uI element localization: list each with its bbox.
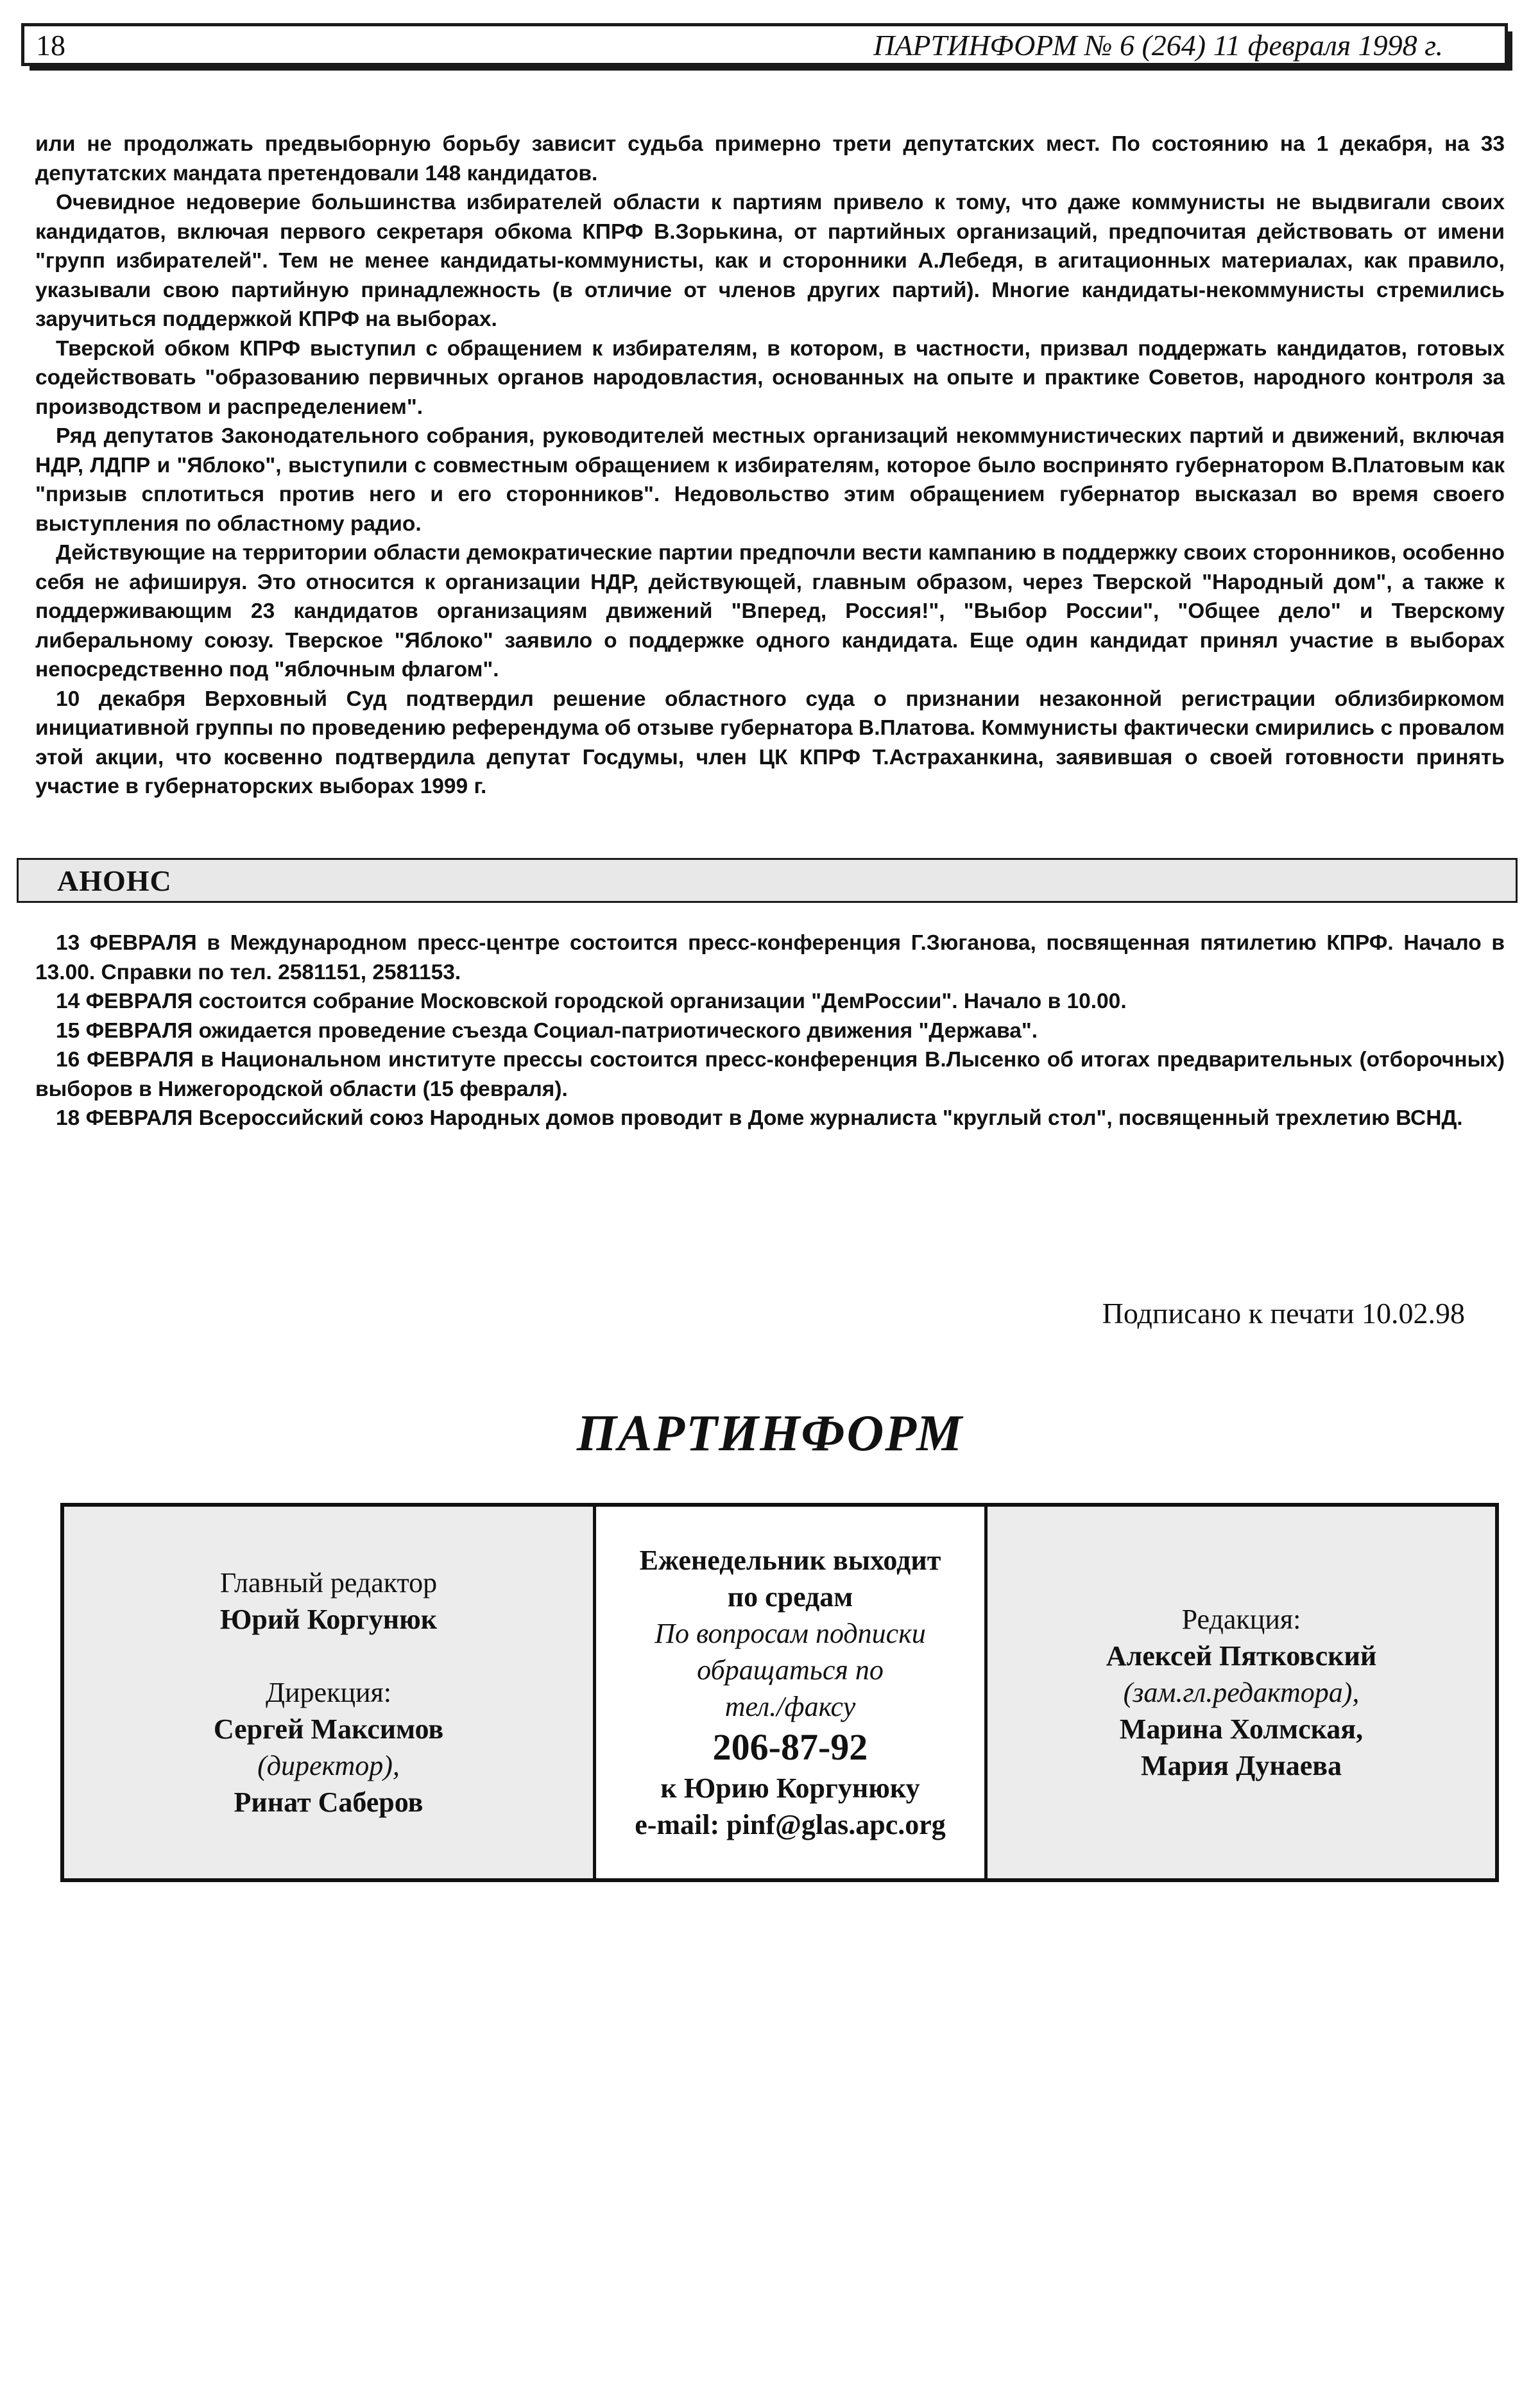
editor-role: Главный редактор: [219, 1567, 438, 1598]
staff-name: Марина Холмская,: [1119, 1713, 1364, 1745]
article-paragraph: Тверской обком КПРФ выступил с обращением к избирателям, в котором, в частности, призвал поддержать кандидатов, готовых содействовать "образованию первичных органов народовластия, основанных на опыте и практике Советов, народного контроля за производством и распределением".: [35, 336, 1505, 419]
page-header: [21, 23, 1508, 66]
subscribe-line: По вопросам подписки: [654, 1618, 926, 1649]
article-paragraph: Действующие на территории области демократические партии предпочли вести кампанию в поддержку своих сторонников, особенно себя не афишируя. Это относится к организации НДР, действующей, главным образом, через Тверской "Народный дом", а также к поддерживающим 23 кандидатов организациям движений "Вперед, Россия!", "Выбор России", "Общее дело" и Тверскому либеральному союзу. Тверское "Яблоко" заявило о поддержке одного кандидата. Еще один кандидат принял участие в выборах непосредственно под "яблочным флагом".: [35, 541, 1505, 681]
subscribe-line: тел./факсу: [724, 1691, 856, 1722]
section-title: АНОНС: [57, 864, 172, 897]
article-paragraph: Ряд депутатов Законодательного собрания, руководителей местных организаций некоммунистических партий и движений, включая НДР, ЛДПР и "Яблоко", выступили с совместным обращением к избирателям, которое было воспринято губернатором В.Платовым как "призыв сплотиться против него и его сторонников". Недовольство этим обращением губернатор высказал во время своего выступления по областному радио.: [35, 424, 1505, 536]
directorate-role: Дирекция:: [265, 1677, 392, 1708]
imprint-contact-column: [596, 1507, 988, 1878]
article-paragraph: Очевидное недоверие большинства избирателей области к партиям привело к тому, что даже коммунисты не выдвигали своих кандидатов, включая первого секретаря обкома КПРФ В.Зорькина, от партийных организаций, предпочитая действовать от имени "групп избирателей". Тем не менее кандидаты-коммунисты, как и сторонники А.Лебедя, в агитационных материалах, как правило, указывали свою партийную принадлежность (в отличие от членов других партий). Многие кандидаты-некоммунисты стремились заручиться поддержкой КПРФ на выборах.: [35, 191, 1505, 331]
announcements-header: [17, 858, 1518, 903]
article-paragraph: 10 декабря Верховный Суд подтвердил решение областного суда о признании незаконной регистрации облизбиркомом инициативной группы по проведению референдума об отзыве губернатора В.Платова. Коммунисты фактически смирились с провалом этой акции, что косвенно подтвердила депутат Госдумы, член ЦК КПРФ Т.Астраханкина, заявившая о своей готовности принять участие в губернаторских выборах 1999 г.: [35, 687, 1505, 798]
signed-to-print: Подписано к печати 10.02.98: [1102, 1297, 1465, 1330]
article-body: [35, 130, 1505, 801]
announcement-item: 18 ФЕВРАЛЯ Всероссийский союз Народных домов проводит в Доме журналиста "круглый стол", посвященный трехлетию ВСНД.: [56, 1106, 1463, 1130]
schedule-line: по средам: [727, 1581, 853, 1613]
staff-note: (зам.гл.редактора),: [1123, 1677, 1360, 1708]
schedule-line: Еженедельник выходит: [639, 1545, 941, 1576]
contact-person: к Юрию Коргунюку: [660, 1772, 920, 1804]
masthead-title: ПАРТИНФОРМ: [576, 1405, 964, 1462]
second-director-name: Ринат Саберов: [234, 1786, 424, 1818]
email-address: e-mail: pinf@glas.apc.org: [635, 1809, 946, 1840]
announcement-item: 15 ФЕВРАЛЯ ожидается проведение съезда Социал-патриотического движения "Держава".: [56, 1018, 1038, 1043]
subscribe-line: обращаться по: [697, 1654, 884, 1686]
director-name: Сергей Максимов: [213, 1713, 444, 1745]
announcements-list: [35, 929, 1505, 1133]
imprint-table: [60, 1503, 1499, 1882]
editor-name: Юрий Коргунюк: [219, 1604, 438, 1635]
phone-number: 206-87-92: [712, 1726, 868, 1768]
imprint-staff-column: [988, 1507, 1495, 1878]
staff-role: Редакция:: [1181, 1604, 1301, 1635]
director-note: (директор),: [257, 1750, 400, 1781]
article-paragraph: или не продолжать предвыборную борьбу зависит судьба примерно трети депутатских мест. По состоянию на 1 декабря, на 33 депутатских мандата претендовали 148 кандидатов.: [35, 132, 1505, 185]
page-number: 18: [36, 29, 65, 62]
staff-name: Алексей Пятковский: [1106, 1640, 1377, 1672]
running-head: ПАРТИНФОРМ № 6 (264) 11 февраля 1998 г.: [873, 29, 1443, 62]
announcement-item: 13 ФЕВРАЛЯ в Международном пресс-центре состоится пресс-конференция Г.Зюганова, посвященная пятилетию КПРФ. Начало в 13.00. Справки по тел. 2581151, 2581153.: [35, 931, 1505, 984]
announcement-item: 16 ФЕВРАЛЯ в Национальном институте прессы состоится пресс-конференция В.Лысенко об итогах предварительных (отборочных) выборов в Нижегородской области (15 февраля).: [35, 1048, 1505, 1101]
imprint-editorial-column: [64, 1507, 596, 1878]
staff-name: Мария Дунаева: [1140, 1750, 1342, 1781]
announcement-item: 14 ФЕВРАЛЯ состоится собрание Московской городской организации "ДемРоссии". Начало в 10.00.: [56, 990, 1127, 1013]
